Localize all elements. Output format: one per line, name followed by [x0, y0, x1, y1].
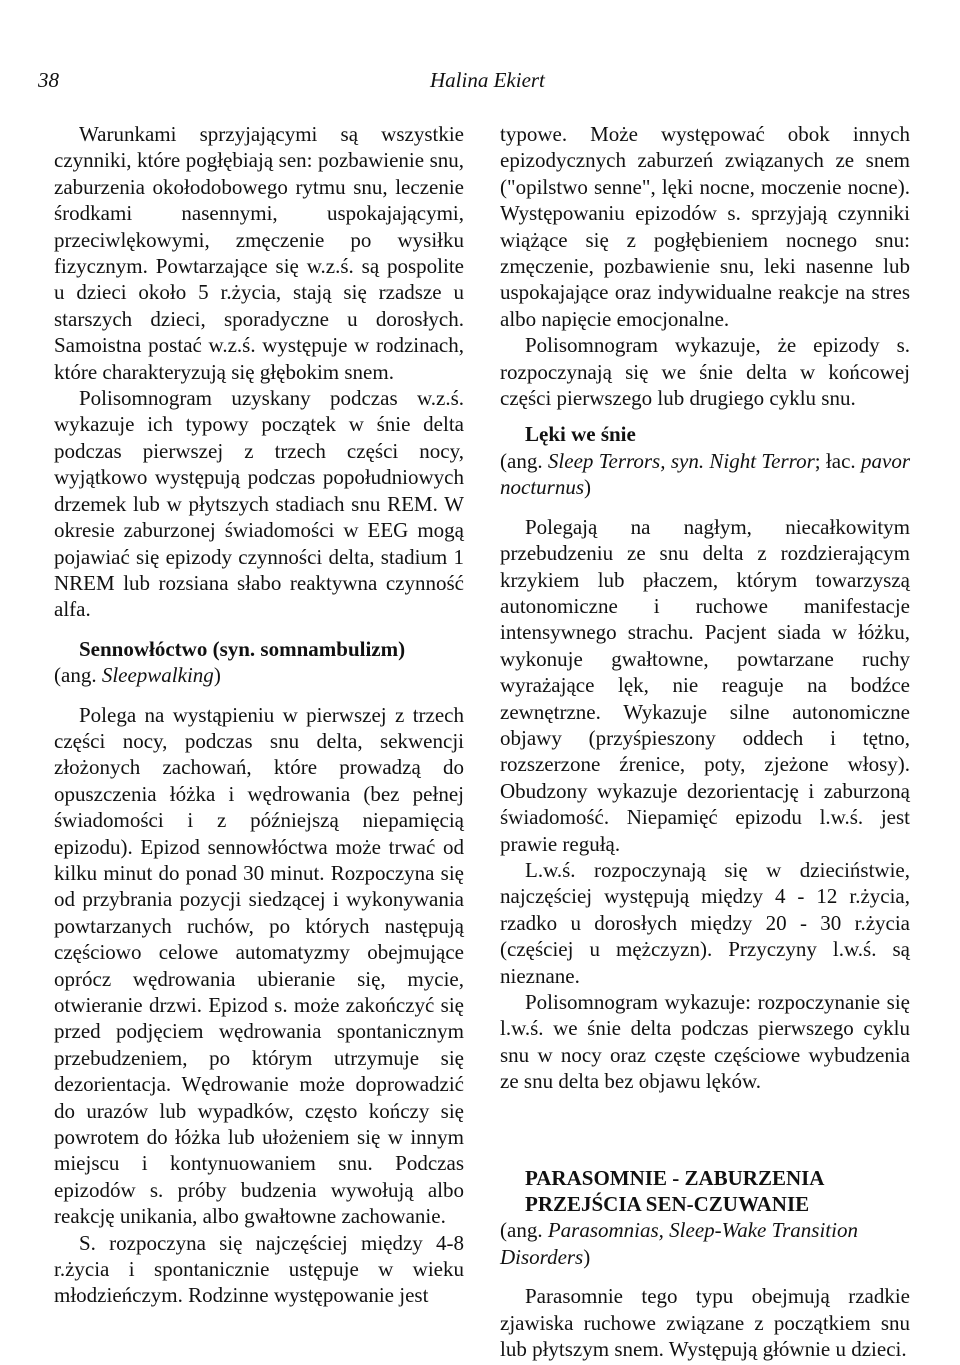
- ang-term: Sleep Terrors, syn. Night Terror: [547, 448, 815, 473]
- section-heading-sleepwalking: Sennowłóctwo (syn. somnambulizm): [79, 636, 406, 661]
- spacer: [500, 1095, 910, 1165]
- paragraph-parasomnias-description: Parasomnie tego typu obejmują rzadkie zjawiska ruchowe związane z początkiem snu lub płytszym snem. Występują głównie u dzieci.: [500, 1284, 910, 1362]
- section-heading-parasomnias-line2: PRZEJŚCIA SEN-CZUWANIE: [525, 1192, 810, 1217]
- spacer: [500, 411, 910, 421]
- spacer: [500, 501, 910, 514]
- paragraph-sleepwalking-description: Polega na wystąpieniu w pierwszej z trzech części nocy, podczas snu delta, sekwencji złożonych zachowań, które prowadzą do opuszczenia łóżka i wędrowania (bez pełnej świadomości i z późniejszą niepamięcią epizodu). Epizod sennowłóctwa może trwać od kilku minut do ponad 30 minut. Rozpoczyna się od przybrania pozycji siedzącej i wykonywania powtarzanych ruchów, po których następują częściowo celowe automatyzmy obejmujące oprócz wędrowania ubieranie się, mycie, otwieranie drzwi. Epizod s. może zakończyć się przed podjęciem wędrowania spontanicznym przebudzeniem, po którym utrzymuje się dezorientacja. Wędrowanie może doprowadzić do urazów lub wypadków, często kończy się powrotem do łóżka lub ułożeniem się w innym miejscu i kontynuowaniem snu. Podczas epizodów s. próby budzenia wywołują albo reakcję unikania, albo gwałtowne zachowanie.: [54, 702, 464, 1229]
- paragraph-polysomnogram-sleeptalking: Polisomnogram uzyskany podczas w.z.ś. wykazuje ich typowy początek w śnie delta podczas pierwszej z trzech części nocy, wyjątkowo występują podczas popołudniowych drzemek lub w płytszych stadiach snu REM. W okresie zaburzonej świadomości w EEG mogą pojawiać się epizody czynności delta, stadium 1 NREM lub rozsiana słabo reaktywna czynność alfa.: [54, 386, 464, 622]
- section-heading-sleep-terrors: Lęki we śnie: [525, 422, 636, 447]
- paragraph-contributing-factors: Warunkami sprzyjającymi są wszystkie czynniki, które pogłębiają sen: pozbawienie snu, zaburzenia okołodobowego rytmu snu, leczenie środkami nasennymi, uspokajającymi, przeciwlękowymi, zmęczenie po wysiłku fizycznym. Powtarzające się w.z.ś. są pospolite u dzieci około 5 r.życia, stają się rzadsze u starszych dzieci, sporadyczne u dorosłych. Samoistna postać w.z.ś. występuje w rodzinach, które charakteryzują się głębokim snem.: [54, 122, 464, 384]
- paragraph-sleepwalking-continued: typowe. Może występować obok innych epizodycznych zaburzeń związanych ze snem ("opilstwo senne", lęki nocne, moczenie nocne). Występowaniu epizodów s. sprzyjają czynniki wiążące się z pogłębieniem nocnego snu: zmęczenie, pozbawienie snu, leki nasenne lub uspokajające oraz indywidualne reakcje na stres albo napięcie emocjonalne.: [500, 122, 910, 331]
- paragraph-sleep-terrors-description: Polegają na nagłym, niecałkowitym przebudzeniu ze snu delta z rozdzierającym krzykiem lub płaczem, którym towarzyszą autonomiczne i ruchowe manifestacje intensywnego strachu. Pacjent siada w łóżku, wykonuje gwałtowne, powtarzane ruchy wyrażające lęk, nie reaguje na bodźce zewnętrzne. Wykazuje silne autonomiczne objawy (przyśpieszony oddech i tętno, rozszerzone źrenice, poty, zjeżone włosy). Obudzony wykazuje dezorientację i zaburzoną świadomość. Niepamięć epizodu l.w.ś. jest prawie regułą.: [500, 514, 910, 856]
- paragraph-polysomnogram-sleepwalking: Polisomnogram wykazuje, że epizody s. rozpoczynają się we śnie delta w końcowej części pierwszego lub drugiego cyklu snu.: [500, 333, 910, 411]
- spacer: [54, 623, 464, 636]
- right-column: [500, 121, 910, 1362]
- paragraph-sleepwalking-onset: S. rozpoczyna się najczęściej między 4-8 r.życia i spontanicznie ustępuje w wieku młodzieńczym. Rodzinne występowanie jest: [54, 1230, 464, 1308]
- ang-prefix: (ang.: [500, 448, 548, 473]
- ang-prefix: (ang.: [500, 1218, 548, 1243]
- sleep-terrors-english-term: [500, 448, 910, 501]
- sleepwalking-english-term: [54, 662, 464, 688]
- latin-term: pavor nocturnus: [500, 448, 911, 500]
- ang-prefix: (ang.: [54, 663, 102, 688]
- ang-term: Sleepwalking: [101, 663, 214, 688]
- paragraph-sleep-terrors-onset: L.w.ś. rozpoczynają się w dzieciństwie, najczęściej występują między 4 - 12 r.życia, rzadko u dorosłych między 20 - 30 r.życia (częściej u mężczyzn). Przyczyny l.w.ś. są nieznane.: [500, 857, 910, 988]
- parasomnias-english-term: [500, 1217, 910, 1270]
- paragraph-polysomnogram-sleep-terrors: Polisomnogram wykazuje: rozpoczynanie się l.w.ś. we śnie delta podczas pierwszego cyklu snu w nocy oraz częste częściowe wybudzenia ze snu delta bez objawu lęków.: [500, 990, 910, 1094]
- ang-mid: ; łac.: [814, 448, 862, 473]
- page-number: 38: [38, 68, 59, 92]
- section-heading-parasomnias-line1: PARASOMNIE - ZABURZENIA: [525, 1165, 825, 1190]
- ang-term: Parasomnias, Sleep-Wake Transition Disorders: [500, 1218, 858, 1269]
- running-header-author: Halina Ekiert: [430, 68, 545, 92]
- spacer: [500, 1270, 910, 1283]
- spacer: [54, 689, 464, 702]
- left-column: [54, 121, 464, 1309]
- ang-suffix: ): [213, 663, 221, 688]
- ang-suffix: ): [583, 1244, 591, 1269]
- ang-suffix: ): [584, 475, 591, 500]
